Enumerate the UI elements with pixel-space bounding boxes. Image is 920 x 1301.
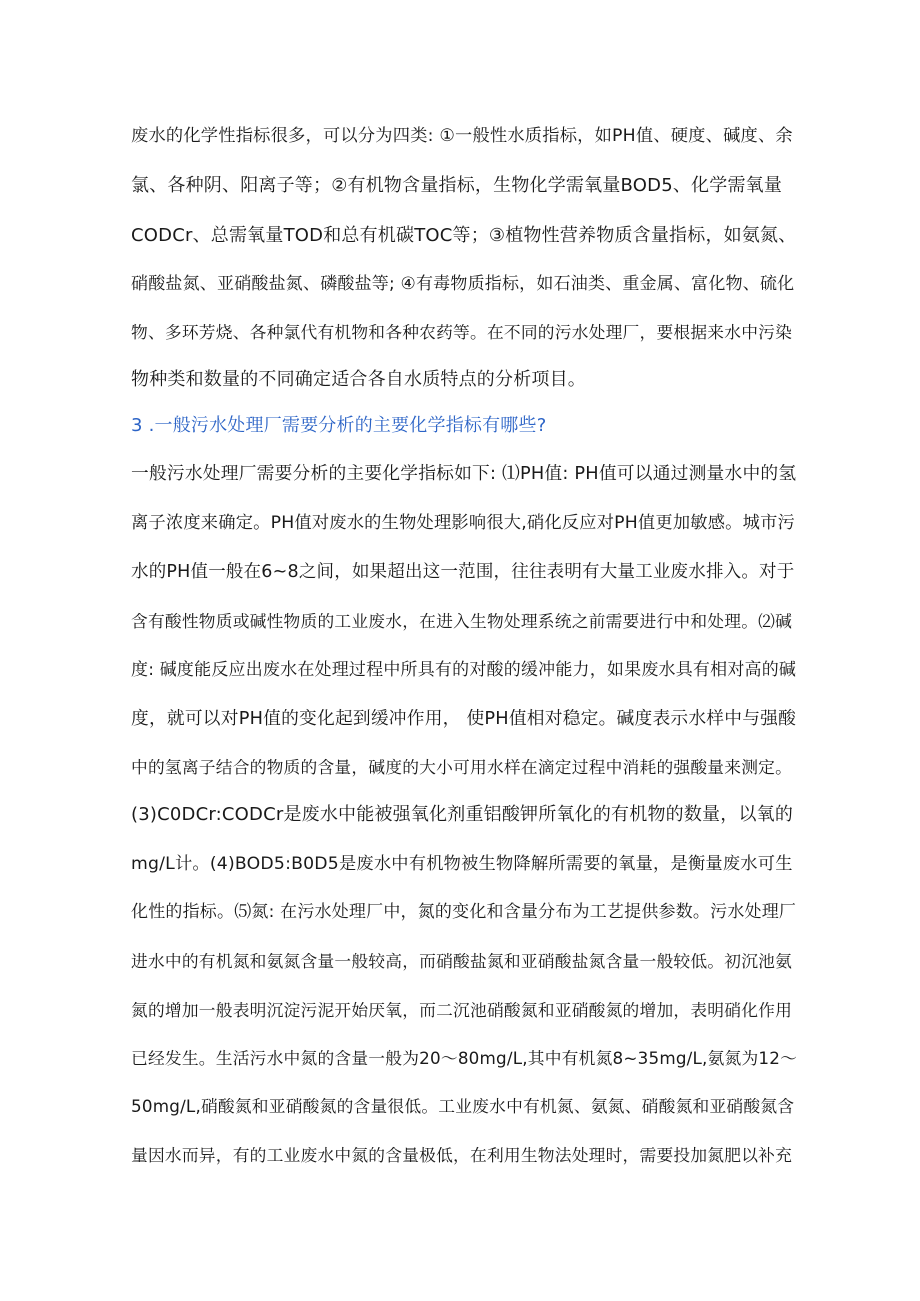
paragraph-2-line: 50mg∕L,硝酸氮和亚硝酸氮的含量很低。工业废水中有机氮、氨氮、硝酸氮和亚硝酸氮含 (131, 1096, 795, 1116)
paragraph-2-line: 一般污水处理厂需要分析的主要化学指标如下: ⑴PH值: PH值可以通过测量水中的氢 (131, 464, 797, 484)
paragraph-2-line: 氮的增加一般表明沉淀污泥开始厌氧，而二沉池硝酸氮和亚硝酸氮的增加，表明硝化作用 (131, 1000, 793, 1020)
paragraph-1-line: 废水的化学性指标很多，可以分为四类: ①一般性水质指标，如PH值、硬度、碱度、余 (131, 126, 793, 146)
paragraph-2-line: 含有酸性物质或碱性物质的工业废水，在进入生物处理系统之前需要进行中和处理。⑵碱 (131, 611, 793, 631)
section-heading: 3 .一般污水处理厂需要分析的主要化学指标有哪些? (131, 415, 547, 436)
paragraph-2-line: 离子浓度来确定。PH值对废水的生物处理影响很大,硝化反应对PH值更加敏感。城市污 (131, 513, 795, 533)
paragraph-2-line: 量因水而异，有的工业废水中氮的含量极低，在利用生物法处理时，需要投加氮肥以补充 (131, 1145, 793, 1165)
paragraph-2-line: 水的PH值一般在6~8之间，如果超出这一范围，往往表明有大量工业废水排入。对于 (131, 562, 795, 582)
paragraph-2-line: 度: 碱度能反应出废水在处理过程中所具有的对酸的缓冲能力，如果废水具有相对高的碱 (131, 660, 797, 680)
paragraph-1-line: 物、多环芳烧、各种氯代有机物和各种农药等。在不同的污水处理厂，要根据来水中污染 (131, 322, 793, 342)
paragraph-1-line: CODCr、总需氧量TOD和总有机碳TOC等；③植物性营养物质含量指标，如氨氮、 (131, 225, 797, 246)
paragraph-1-line: 氯、各种阴、阳离子等；②有机物含量指标，生物化学需氧量BOD5、化学需氧量 (131, 175, 783, 196)
paragraph-2-line: 化性的指标。⑸氮: 在污水处理厂中，氮的变化和含量分布为工艺提供参数。污水处理厂 (131, 902, 797, 922)
paragraph-2-line: 进水中的有机氮和氨氮含量一般较高，而硝酸盐氮和亚硝酸盐氮含量一般较低。初沉池氨 (131, 951, 793, 971)
paragraph-2-line: 已经发生。生活污水中氮的含量一般为20～80mg∕L,其中有机氮8~35mg∕L,氨氮为12～ (131, 1048, 798, 1068)
paragraph-2-line: 中的氢离子结合的物质的含量，碱度的大小可用水样在滴定过程中消耗的强酸量来测定。 (131, 757, 793, 777)
paragraph-2-line: (3)C0DCr:CODCr是废水中能被强氧化剂重铝酸钾所氧化的有机物的数量，以氧的 (131, 804, 794, 825)
paragraph-2-line: mg/L计。(4)BOD5:B0D5是废水中有机物被生物降解所需要的氧量，是衡量废水可生 (131, 854, 793, 874)
paragraph-2-line: 度，就可以对PH值的变化起到缓冲作用， 使PH值相对稳定。碱度表示水样中与强酸 (131, 709, 797, 729)
paragraph-1-line: 物种类和数量的不同确定适合各自水质特点的分析项目。 (131, 369, 586, 390)
paragraph-1-line: 硝酸盐氮、亚硝酸盐氮、磷酸盐等; ④有毒物质指标，如石油类、重金属、富化物、硫化 (131, 274, 795, 294)
